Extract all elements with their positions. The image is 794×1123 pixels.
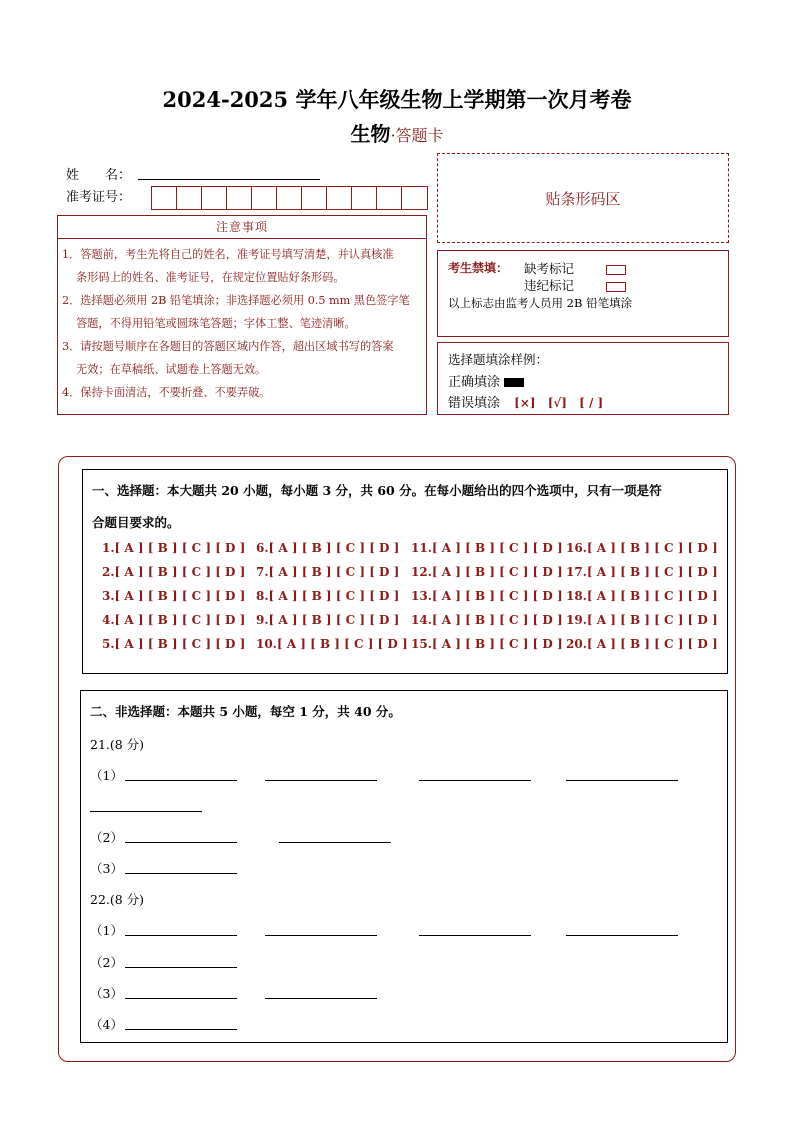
id-digit-box[interactable] [301,186,327,210]
question-number: 1. [102,541,115,555]
question-number: 7. [256,565,269,579]
q21-sub2-label: （2） [90,830,123,845]
wrong-mark: [√] [547,396,567,410]
fill-example-panel [437,342,729,415]
forbidden-label: 考生禁填： [448,261,509,275]
wrong-mark: [×] [514,396,536,410]
id-digit-box[interactable] [151,186,177,210]
answer-options[interactable]: [ A ] [ B ] [ C ] [ D ] [431,637,563,651]
id-digit-box[interactable] [176,186,202,210]
answer-options[interactable]: [ A ] [ B ] [ C ] [ D ] [586,613,718,627]
question-number: 5. [102,637,115,651]
answer-blank[interactable] [125,1029,237,1030]
question-number: 13. [411,589,432,603]
choice-question-row[interactable] [256,637,408,651]
id-digit-box[interactable] [251,186,277,210]
answer-options[interactable]: [ A ] [ B ] [ C ] [ D ] [586,541,718,555]
question-number: 16. [566,541,587,555]
answer-options[interactable]: [ A ] [ B ] [ C ] [ D ] [114,589,246,603]
question-number: 12. [411,565,432,579]
question-number: 19. [566,613,587,627]
choice-question-row[interactable] [411,565,563,579]
answer-blank[interactable] [419,935,531,936]
forbidden-note: 以上标志由监考人员用 2B 铅笔填涂 [448,296,633,310]
choice-question-row[interactable] [102,541,245,555]
answer-blank[interactable] [279,842,391,843]
subtitle-suffix: ·答题卡 [390,126,444,145]
answer-options[interactable]: [ A ] [ B ] [ C ] [ D ] [268,589,400,603]
answer-options[interactable]: [ A ] [ B ] [ C ] [ D ] [114,565,246,579]
choice-question-row[interactable] [566,589,718,603]
choice-question-row[interactable] [102,613,245,627]
choice-question-row[interactable] [102,637,245,651]
fill-example-heading: 选择题填涂样例： [448,352,549,367]
answer-options[interactable]: [ A ] [ B ] [ C ] [ D ] [114,637,246,651]
answer-options[interactable]: [ A ] [ B ] [ C ] [ D ] [114,541,246,555]
nonchoice-section [80,690,728,1043]
q22-sub3-label: （3） [90,986,123,1001]
choice-question-row[interactable] [256,541,399,555]
answer-blank[interactable] [265,998,377,999]
answer-blank[interactable] [419,780,531,781]
barcode-label: 贴条形码区 [545,189,621,208]
question-number: 15. [411,637,432,651]
id-digit-box[interactable] [201,186,227,210]
answer-blank[interactable] [125,873,237,874]
filled-mark-icon [504,378,524,387]
question-number: 9. [256,613,269,627]
name-field[interactable] [138,179,320,180]
notice-item: 4．保持卡面清洁，不要折叠、不要弄破。 [62,386,271,399]
choice-title-line1: 一、选择题：本大题共 20 小题，每小题 3 分，共 60 分。在每小题给出的四个选项中，只有一项是符 [92,483,662,498]
question-number: 18. [566,589,587,603]
question-number: 2. [102,565,115,579]
answer-options[interactable]: [ A ] [ B ] [ C ] [ D ] [114,613,246,627]
violation-mark-box[interactable] [606,276,626,295]
answer-options[interactable]: [ A ] [ B ] [ C ] [ D ] [586,637,718,651]
correct-fill-row [448,371,524,390]
choice-question-row[interactable] [566,613,718,627]
exam-title: 2024-2025 学年八年级生物上学期第一次月考卷 [162,87,632,112]
choice-question-row[interactable] [411,589,563,603]
answer-blank[interactable] [90,811,202,812]
q22-sub2-label: （2） [90,955,123,970]
answer-options[interactable]: [ A ] [ B ] [ C ] [ D ] [268,613,400,627]
nonchoice-title: 二、非选择题：本题共 5 小题，每空 1 分，共 40 分。 [90,704,401,719]
question-number: 10. [256,637,277,651]
exam-id-boxes [151,186,428,210]
question-22-label: 22.(8 分) [90,892,145,907]
choice-question-row[interactable] [411,541,563,555]
notice-heading: 注意事项 [58,216,426,239]
answer-options[interactable]: [ A ] [ B ] [ C ] [ D ] [268,541,400,555]
id-digit-box[interactable] [326,186,352,210]
answer-blank[interactable] [265,780,377,781]
choice-question-row[interactable] [102,565,245,579]
notice-item: 1．答题前，考生先将自己的姓名，准考证号填写清楚，并认真核准 条形码上的姓名、准考证号，在规定位置贴好条形码。 [62,248,394,284]
choice-question-row[interactable] [102,589,245,603]
wrong-mark: [ / ] [579,396,604,410]
question-number: 11. [411,541,432,555]
answer-blank[interactable] [265,935,377,936]
question-number: 4. [102,613,115,627]
id-digit-box[interactable] [401,186,428,210]
q22-sub1-label: （1） [90,923,123,938]
question-number: 8. [256,589,269,603]
absent-mark-label: 缺考标记 [524,261,575,276]
answer-blank[interactable] [566,935,678,936]
answer-blank[interactable] [125,967,237,968]
choice-question-row[interactable] [256,565,399,579]
answer-blank[interactable] [566,780,678,781]
wrong-fill-label: 错误填涂 [448,396,501,411]
notice-item: 3．请按题号顺序在各题目的答题区域内作答，超出区域书写的答案 无效；在草稿纸、试题卷上答题无效。 [62,340,394,376]
forbidden-panel [437,250,729,337]
answer-options[interactable]: [ A ] [ B ] [ C ] [ D ] [431,589,563,603]
answer-options[interactable]: [ A ] [ B ] [ C ] [ D ] [586,565,718,579]
choice-question-row[interactable] [256,613,399,627]
name-label: 姓 名： [66,168,132,183]
id-digit-box[interactable] [376,186,402,210]
subject-name: 生物 [350,122,391,146]
answer-blank[interactable] [125,935,237,936]
choice-question-row[interactable] [566,541,718,555]
choice-title-line2: 合题目要求的。 [92,515,180,530]
answer-options[interactable]: [ A ] [ B ] [ C ] [ D ] [586,589,718,603]
choice-question-row[interactable] [256,589,399,603]
answer-options[interactable]: [ A ] [ B ] [ C ] [ D ] [431,541,563,555]
answer-options[interactable]: [ A ] [ B ] [ C ] [ D ] [431,565,563,579]
answer-options[interactable]: [ A ] [ B ] [ C ] [ D ] [276,637,408,651]
q22-sub4-label: （4） [90,1017,123,1032]
answer-options[interactable]: [ A ] [ B ] [ C ] [ D ] [431,613,563,627]
choice-question-row[interactable] [566,637,718,651]
question-21-label: 21.(8 分) [90,737,145,752]
correct-fill-label: 正确填涂 [448,375,501,390]
answer-blank[interactable] [125,998,237,999]
choice-question-row[interactable] [566,565,718,579]
answer-options[interactable]: [ A ] [ B ] [ C ] [ D ] [268,565,400,579]
answer-blank[interactable] [125,780,237,781]
question-number: 14. [411,613,432,627]
question-number: 17. [566,565,587,579]
id-label: 准考证号： [66,190,132,205]
card-subtitle [0,118,794,147]
answer-blank[interactable] [125,842,237,843]
id-digit-box[interactable] [226,186,252,210]
question-number: 6. [256,541,269,555]
q21-sub1-label: （1） [90,768,123,783]
question-number: 20. [566,637,587,651]
id-digit-box[interactable] [351,186,377,210]
choice-question-row[interactable] [411,613,563,627]
violation-mark-label: 违纪标记 [524,278,575,293]
id-digit-box[interactable] [276,186,302,210]
notice-item: 2．选择题必须用 2B 铅笔填涂；非选择题必须用 0.5 mm 黑色签字笔 答题，不得用铅笔或圆珠笔答题；字体工整、笔迹清晰。 [62,294,410,330]
choice-question-row[interactable] [411,637,563,651]
question-number: 3. [102,589,115,603]
notice-panel [57,215,427,415]
barcode-area [437,153,729,243]
wrong-fill-row [448,392,603,411]
q21-sub3-label: （3） [90,861,123,876]
